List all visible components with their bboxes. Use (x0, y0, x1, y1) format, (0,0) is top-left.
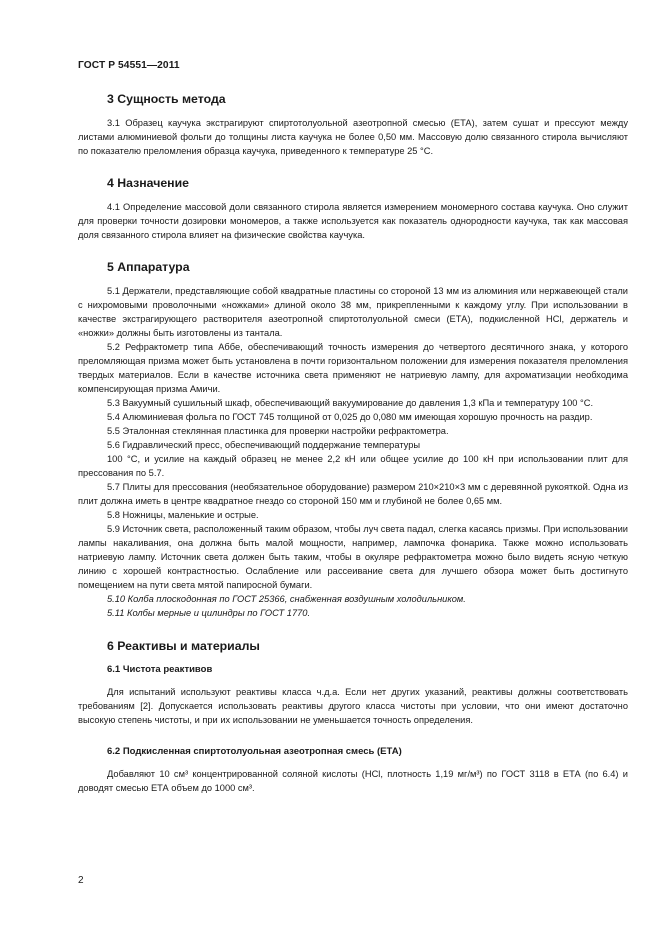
paragraph-3-1: 3.1 Образец каучука экстрагируют спиртотолуольной азеотропной смесью (ЕТА), затем сушат и прессуют между листами алюминиевой фольги до толщины листа каучука не более 0,50 мм. Массовую долю связанного стирола вычисляют по показателю преломления образца каучука, приведенного к температуре 25 °С. (78, 118, 628, 156)
section-4-title: 4 Назначение (107, 176, 190, 190)
paragraph-5-6b: 100 °С, и усилие на каждый образец не менее 2,2 кН или общее усилие до 100 кН при использовании плит для прессования по 5.7. (78, 454, 628, 478)
paragraph-5-9: 5.9 Источник света, расположенный таким образом, чтобы луч света падал, слегка касаясь призмы. При использовании лампы накаливания, она должна быть малой мощности, например, лампочка фонарика. Также можно использовать натриевую лампу. Источник света должен быть таким, чтобы в окуляре рефрактометра можно было видеть ясную четкую линию с хорошей контрастностью. Ослабление или рассеивание света для лучшего обзора может быть достигнуто помещением на пути света мятой папиросной бумаги. (78, 524, 628, 590)
paragraph-6-1: Для испытаний используют реактивы класса ч.д.а. Если нет других указаний, реактивы должны соответствовать требованиям [2]. Допускается использовать реактивы другого класса чистоты при условии, что они имеют достаточно высокую степень чистоты, и при их использовании не уменьшается точность определения. (78, 687, 628, 725)
section-3-title: 3 Сущность метода (107, 92, 226, 106)
paragraph-5-6a: 5.6 Гидравлический пресс, обеспечивающий поддержание температуры (107, 440, 421, 450)
page-number: 2 (78, 875, 84, 886)
paragraph-5-1: 5.1 Держатели, представляющие собой квадратные пластины со стороной 13 мм из алюминия или нержавеющей стали с нихромовыми проволочными «ножками» длиной около 38 мм, прикрепленными к каждому углу. При использовании в качестве экстрагирующего растворителя азеотропной спиртотолуольной смеси (ЕТА), подкисленной НСl, держатель и «ножки» должны быть изготовлены из тантала. (78, 286, 628, 338)
page-body (78, 91, 628, 795)
paragraph-5-11: 5.11 Колбы мерные и цилиндры по ГОСТ 1770. (107, 608, 311, 618)
section-5-title: 5 Аппаратура (107, 260, 190, 274)
document-code: ГОСТ Р 54551—2011 (78, 60, 180, 71)
paragraph-5-5: 5.5 Эталонная стеклянная пластинка для проверки настройки рефрактометра. (107, 426, 449, 436)
paragraph-5-2: 5.2 Рефрактометр типа Аббе, обеспечивающий точность измерения до четвертого десятичного знака, у которого преломляющая призма может быть установлена в почти горизонтальном положении для измерения показателя преломления твердых материалов. Если в качестве источника света применяют не натриевую лампу, для ахроматизации необходима компенсирующая призма Амичи. (78, 342, 628, 394)
paragraph-4-1: 4.1 Определение массовой доли связанного стирола является измерением мономерного состава каучука. Оно служит для проверки точности дозировки мономеров, а также используется как показатель однородности каучука, так как массовая доля связанного стирола влияет на физические свойства каучука. (78, 202, 628, 240)
paragraph-5-3: 5.3 Вакуумный сушильный шкаф, обеспечивающий вакуумирование до давления 1,3 кПа и температуру 100 °С. (107, 398, 594, 408)
paragraph-5-4: 5.4 Алюминиевая фольга по ГОСТ 745 толщиной от 0,025 до 0,080 мм имеющая хорошую прочность на раздир. (107, 412, 593, 422)
subsection-6-2-title: 6.2 Подкисленная спиртотолуольная азеотропная смесь (ЕТА) (107, 746, 402, 757)
paragraph-5-8: 5.8 Ножницы, маленькие и острые. (107, 510, 259, 520)
paragraph-6-2: Добавляют 10 см³ концентрированной соляной кислоты (НСl, плотность 1,19 мг/м³) по ГОСТ 3118 в ЕТА (по 6.4) и доводят смесью ЕТА объем до 1000 см³. (78, 769, 628, 793)
paragraph-5-7: 5.7 Плиты для прессования (необязательное оборудование) размером 210×210×3 мм с деревянной рукояткой. Одна из плит должна иметь в центре квадратное гнездо со стороной 150 мм и глубиной не более 0,65 мм. (78, 482, 628, 506)
section-6-title: 6 Реактивы и материалы (107, 639, 260, 653)
paragraph-5-10: 5.10 Колба плоскодонная по ГОСТ 25366, снабженная воздушным холодильником. (107, 594, 466, 604)
subsection-6-1-title: 6.1 Чистота реактивов (107, 664, 213, 675)
